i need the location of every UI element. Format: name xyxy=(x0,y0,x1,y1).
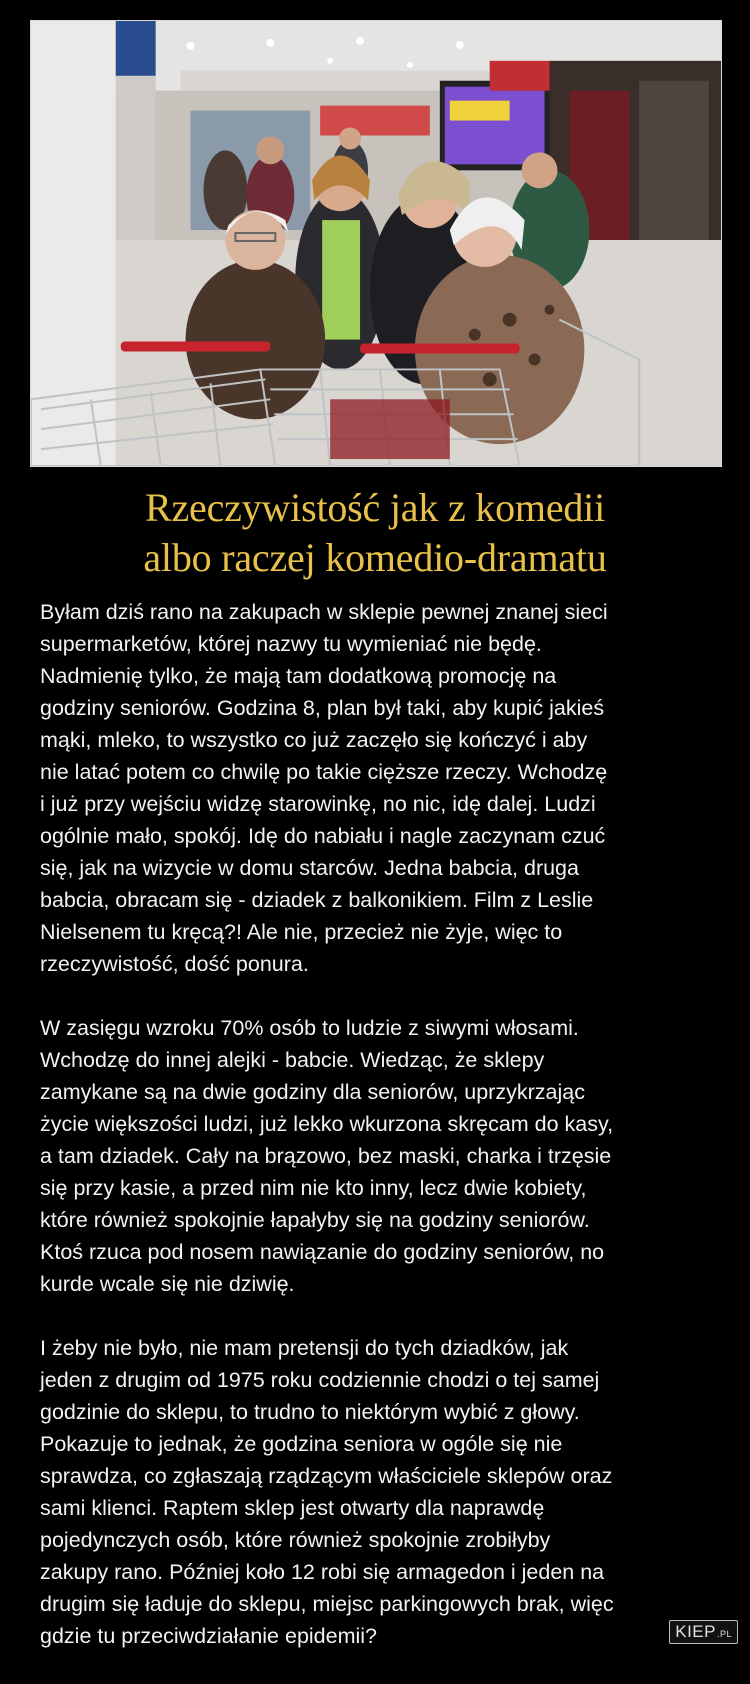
text-line: gdzie tu przeciwdziałanie epidemii? xyxy=(40,1624,378,1648)
text-line: kurde wcale się nie dziwię. xyxy=(40,1272,295,1296)
headline xyxy=(0,483,750,583)
text-line: życie większości ludzi, już lekko wkurzona skręcam do kasy, xyxy=(40,1112,614,1136)
text-line: Byłam dziś rano na zakupach w sklepie pewnej znanej sieci xyxy=(40,600,608,624)
headline-line-1: Rzeczywistość jak z komedii xyxy=(144,485,605,530)
text-line: jeden z drugim od 1975 roku codziennie chodzi o tej samej xyxy=(40,1368,600,1392)
text-line: pojedynczych osób, które również spokojnie zrobiłyby xyxy=(40,1528,551,1552)
text-line: I żeby nie było, nie mam pretensji do tych dziadków, jak xyxy=(40,1336,569,1360)
paragraph-2 xyxy=(40,1012,730,1300)
logo-suffix: .PL xyxy=(716,1629,732,1639)
text-line: zamykane są na dwie godziny dla seniorów, uprzykrzając xyxy=(40,1080,585,1104)
text-line: Nielsenem tu kręcą?! Ale nie, przecież nie żyje, więc to xyxy=(40,920,563,944)
text-line: godzinie do sklepu, to trudno to niektórym wybić z głowy. xyxy=(40,1400,580,1424)
text-line: sami klienci. Raptem sklep jest otwarty dla naprawdę xyxy=(40,1496,545,1520)
text-line: supermarketów, której nazwy tu wymieniać nie będę. xyxy=(40,632,542,656)
text-line: a tam dziadek. Cały na brązowo, bez maski, charka i trzęsie xyxy=(40,1144,612,1168)
text-line: mąki, mleko, to wszystko co już zaczęło się kończyć i aby xyxy=(40,728,588,752)
paragraph-1 xyxy=(40,596,730,980)
supermarket-photo-illustration xyxy=(31,21,721,466)
text-line: i już przy wejściu widzę starowinkę, no nic, idę dalej. Ludzi xyxy=(40,792,596,816)
story-text xyxy=(40,596,730,1684)
supermarket-photo xyxy=(30,20,722,467)
text-line: Pokazuje to jednak, że godzina seniora w ogóle się nie xyxy=(40,1432,563,1456)
text-line: sprawdza, co zgłaszają rządzącym właściciele sklepów oraz xyxy=(40,1464,613,1488)
text-line: drugim się ładuje do sklepu, miejsc parkingowych brak, więc xyxy=(40,1592,614,1616)
logo-text: KIEP xyxy=(675,1622,716,1641)
kiep-logo[interactable] xyxy=(669,1620,738,1644)
paragraph-3 xyxy=(40,1332,730,1652)
text-line: Nadmienię tylko, że mają tam dodatkową promocję na xyxy=(40,664,557,688)
headline-line-2: albo raczej komedio-dramatu xyxy=(143,535,607,580)
text-line: ogólnie mało, spokój. Idę do nabiału i nagle zaczynam czuć xyxy=(40,824,606,848)
text-line: babcia, obracam się - dziadek z balkonikiem. Film z Leslie xyxy=(40,888,594,912)
text-line: które również spokojnie łapałyby się na godziny seniorów. xyxy=(40,1208,590,1232)
text-line: W zasięgu wzroku 70% osób to ludzie z siwymi włosami. xyxy=(40,1016,579,1040)
text-line: Ktoś rzuca pod nosem nawiązanie do godziny seniorów, no xyxy=(40,1240,605,1264)
text-line: Wchodzę do innej alejki - babcie. Wiedząc, że sklepy xyxy=(40,1048,545,1072)
text-line: się, jak na wizycie w domu starców. Jedna babcia, druga xyxy=(40,856,579,880)
text-line: nie latać potem co chwilę po takie cięższe rzeczy. Wchodzę xyxy=(40,760,608,784)
text-line: zakupy rano. Później koło 12 robi się armagedon i jeden na xyxy=(40,1560,605,1584)
text-line: godziny seniorów. Godzina 8, plan był taki, aby kupić jakieś xyxy=(40,696,605,720)
text-line: się przy kasie, a przed nim nie kto inny, lecz dwie kobiety, xyxy=(40,1176,587,1200)
text-line: rzeczywistość, dość ponura. xyxy=(40,952,309,976)
